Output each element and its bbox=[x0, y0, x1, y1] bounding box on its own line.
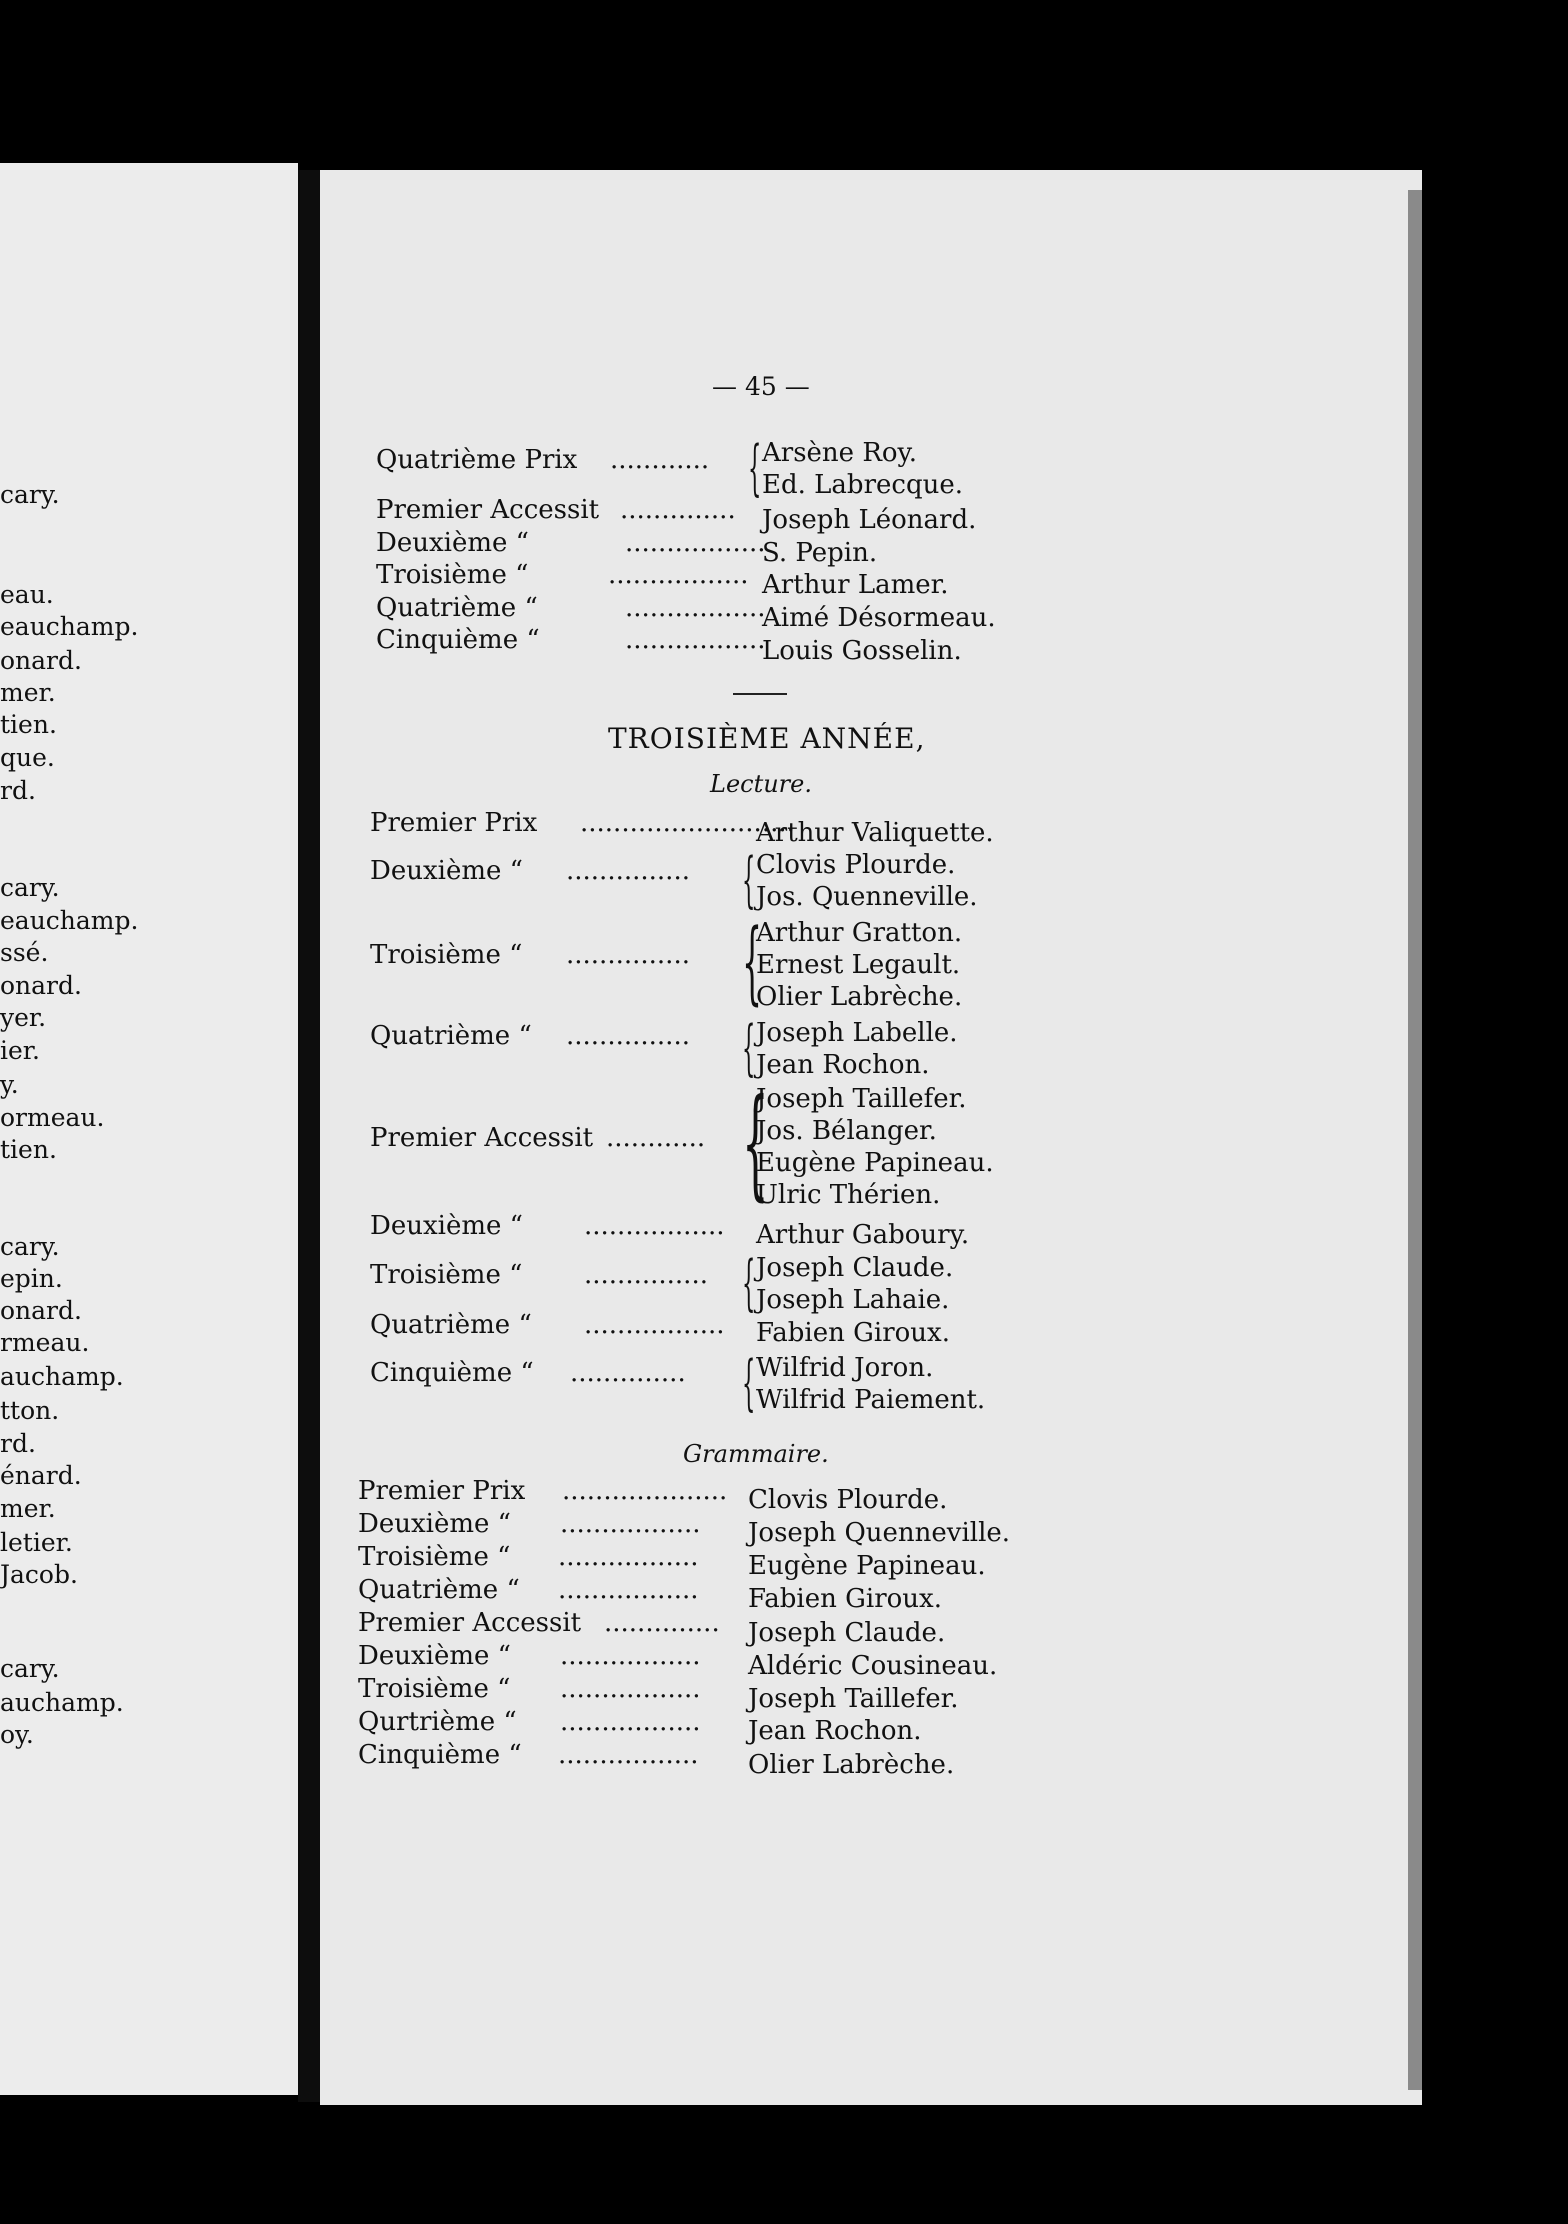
winner-name: Wilfrid Joron. bbox=[756, 1353, 934, 1383]
prize-rank: Troisième “ bbox=[358, 1542, 511, 1572]
leader-dots: ................. bbox=[625, 593, 766, 623]
prize-rank: Troisième “ bbox=[370, 1260, 523, 1290]
winner-name: Eugène Papineau. bbox=[756, 1148, 994, 1178]
left-page-fragment: que. bbox=[0, 743, 55, 772]
left-page-fragment: eauchamp. bbox=[0, 612, 139, 641]
left-page-fragment: tton. bbox=[0, 1396, 60, 1425]
left-page-fragment: onard. bbox=[0, 971, 82, 1000]
prize-rank: Quatrième “ bbox=[370, 1021, 532, 1051]
winner-name: Joseph Taillefer. bbox=[756, 1084, 967, 1114]
left-page-fragment: yer. bbox=[0, 1003, 47, 1032]
winner-name: S. Pepin. bbox=[762, 538, 878, 568]
left-page-fragment: tien. bbox=[0, 1135, 57, 1164]
prize-rank: Deuxième “ bbox=[370, 856, 523, 886]
winner-name: Louis Gosselin. bbox=[762, 636, 962, 666]
prize-rank: Qurtrième “ bbox=[358, 1707, 517, 1737]
left-page-fragment: mer. bbox=[0, 1494, 56, 1523]
left-page-fragment: cary. bbox=[0, 480, 60, 509]
left-page-fragment: epin. bbox=[0, 1264, 63, 1293]
leader-dots: ................. bbox=[608, 560, 749, 590]
winner-name: Joseph Lahaie. bbox=[756, 1285, 950, 1315]
leader-dots: ............ bbox=[610, 445, 710, 475]
prize-rank: Cinquième “ bbox=[358, 1740, 522, 1770]
winner-name: Joseph Claude. bbox=[756, 1253, 954, 1283]
leader-dots: ................. bbox=[560, 1641, 701, 1671]
left-page-fragment: y. bbox=[0, 1070, 19, 1099]
winner-name: Joseph Quenneville. bbox=[748, 1518, 1011, 1548]
left-page-fragment: Jacob. bbox=[0, 1560, 78, 1589]
prize-rank: Premier Prix bbox=[370, 808, 538, 838]
brace-icon: { bbox=[742, 1248, 756, 1318]
winner-name: Joseph Taillefer. bbox=[748, 1684, 959, 1714]
prize-rank: Premier Accessit bbox=[358, 1608, 582, 1638]
brace-icon: { bbox=[742, 845, 756, 915]
prize-rank: Deuxième “ bbox=[358, 1641, 511, 1671]
left-page-fragment: ormeau. bbox=[0, 1103, 105, 1132]
winner-name: Jos. Bélanger. bbox=[756, 1116, 937, 1146]
brace-icon: { bbox=[742, 1348, 756, 1418]
winner-name: Jean Rochon. bbox=[748, 1716, 922, 1746]
leader-dots: .............. bbox=[570, 1358, 686, 1388]
brace-icon: { bbox=[742, 1013, 756, 1083]
leader-dots: ................. bbox=[625, 625, 766, 655]
page-number: — 45 — bbox=[712, 372, 810, 401]
left-page-fragment: oy. bbox=[0, 1720, 34, 1749]
leader-dots: ............... bbox=[566, 940, 690, 970]
leader-dots: .......................... bbox=[580, 808, 795, 838]
prize-rank: Quatrième “ bbox=[358, 1575, 520, 1605]
left-page-fragment: auchamp. bbox=[0, 1362, 124, 1391]
winner-name: Arthur Valiquette. bbox=[756, 818, 994, 848]
leader-dots: ................. bbox=[558, 1740, 699, 1770]
left-page-fragment: mer. bbox=[0, 678, 56, 707]
left-page-fragment: auchamp. bbox=[0, 1688, 124, 1717]
leader-dots: ................. bbox=[584, 1310, 725, 1340]
left-page-fragment: rd. bbox=[0, 776, 36, 805]
prize-rank: Cinquième “ bbox=[376, 625, 540, 655]
section-title: TROISIÈME ANNÉE, bbox=[608, 722, 926, 755]
leader-dots: ................. bbox=[560, 1509, 701, 1539]
winner-name: Jos. Quenneville. bbox=[756, 882, 978, 912]
winner-name: Clovis Plourde. bbox=[756, 850, 956, 880]
leader-dots: ................. bbox=[560, 1674, 701, 1704]
left-page-fragment: ssé. bbox=[0, 938, 49, 967]
left-page-fragment: eauchamp. bbox=[0, 906, 139, 935]
prize-rank: Deuxième “ bbox=[358, 1509, 511, 1539]
left-page-fragment: onard. bbox=[0, 1296, 82, 1325]
winner-name: Eugène Papineau. bbox=[748, 1551, 986, 1581]
leader-dots: .............. bbox=[620, 495, 736, 525]
left-page-fragment: onard. bbox=[0, 646, 82, 675]
brace-icon: { bbox=[742, 1074, 769, 1213]
winner-name: Clovis Plourde. bbox=[748, 1485, 948, 1515]
left-page-fragment: cary. bbox=[0, 1232, 60, 1261]
left-page-fragment: rd. bbox=[0, 1429, 36, 1458]
leader-dots: .............. bbox=[604, 1608, 720, 1638]
prize-rank: Deuxième “ bbox=[370, 1211, 523, 1241]
left-page-fragment: rmeau. bbox=[0, 1328, 90, 1357]
prize-rank: Deuxième “ bbox=[376, 528, 529, 558]
prize-rank: Cinquième “ bbox=[370, 1358, 534, 1388]
subsection-title-lecture: Lecture. bbox=[710, 770, 812, 798]
left-page-fragment: letier. bbox=[0, 1528, 73, 1557]
left-page bbox=[0, 163, 298, 2095]
winner-name: Joseph Labelle. bbox=[756, 1018, 958, 1048]
section-divider bbox=[733, 693, 787, 695]
prize-rank: Premier Accessit bbox=[376, 495, 600, 525]
prize-rank: Troisième “ bbox=[370, 940, 523, 970]
prize-rank: Quatrième “ bbox=[370, 1310, 532, 1340]
winner-name: Arthur Gaboury. bbox=[756, 1220, 970, 1250]
prize-rank: Quatrième “ bbox=[376, 593, 538, 623]
winner-name: Joseph Claude. bbox=[748, 1618, 946, 1648]
brace-icon: { bbox=[742, 910, 763, 1015]
brace-icon: { bbox=[748, 433, 762, 503]
leader-dots: .................... bbox=[562, 1476, 728, 1506]
prize-rank: Premier Prix bbox=[358, 1476, 526, 1506]
leader-dots: ................. bbox=[558, 1542, 699, 1572]
winner-name: Olier Labrèche. bbox=[748, 1750, 955, 1780]
book-gutter bbox=[298, 170, 320, 2102]
winner-name: Jean Rochon. bbox=[756, 1050, 930, 1080]
leader-dots: ................. bbox=[558, 1575, 699, 1605]
winner-name: Arthur Gratton. bbox=[756, 918, 963, 948]
leader-dots: ............... bbox=[584, 1260, 708, 1290]
left-page-fragment: ier. bbox=[0, 1036, 40, 1065]
leader-dots: ................. bbox=[560, 1707, 701, 1737]
left-page-fragment: cary. bbox=[0, 1654, 60, 1683]
winner-name: Arsène Roy. bbox=[762, 438, 918, 468]
leader-dots: ............... bbox=[566, 1021, 690, 1051]
prize-rank: Troisième “ bbox=[358, 1674, 511, 1704]
prize-rank: Troisième “ bbox=[376, 560, 529, 590]
winner-name: Joseph Léonard. bbox=[762, 505, 977, 535]
winner-name: Arthur Lamer. bbox=[762, 570, 949, 600]
leader-dots: ............ bbox=[606, 1123, 706, 1153]
prize-rank: Quatrième Prix bbox=[376, 445, 578, 475]
winner-name: Fabien Giroux. bbox=[756, 1318, 950, 1348]
winner-name: Aldéric Cousineau. bbox=[748, 1651, 998, 1681]
leader-dots: ................. bbox=[625, 528, 766, 558]
winner-name: Ernest Legault. bbox=[756, 950, 961, 980]
winner-name: Fabien Giroux. bbox=[748, 1584, 942, 1614]
left-page-fragment: énard. bbox=[0, 1461, 82, 1490]
subsection-title-grammaire: Grammaire. bbox=[683, 1440, 829, 1468]
left-page-fragment: cary. bbox=[0, 873, 60, 902]
leader-dots: ............... bbox=[566, 856, 690, 886]
winner-name: Ulric Thérien. bbox=[756, 1180, 941, 1210]
left-page-fragment: eau. bbox=[0, 580, 54, 609]
leader-dots: ................. bbox=[584, 1211, 725, 1241]
winner-name: Ed. Labrecque. bbox=[762, 470, 963, 500]
winner-name: Wilfrid Paiement. bbox=[756, 1385, 986, 1415]
winner-name: Olier Labrèche. bbox=[756, 982, 963, 1012]
winner-name: Aimé Désormeau. bbox=[762, 603, 996, 633]
prize-rank: Premier Accessit bbox=[370, 1123, 594, 1153]
left-page-fragment: tien. bbox=[0, 710, 57, 739]
page-edge bbox=[1408, 190, 1422, 2090]
